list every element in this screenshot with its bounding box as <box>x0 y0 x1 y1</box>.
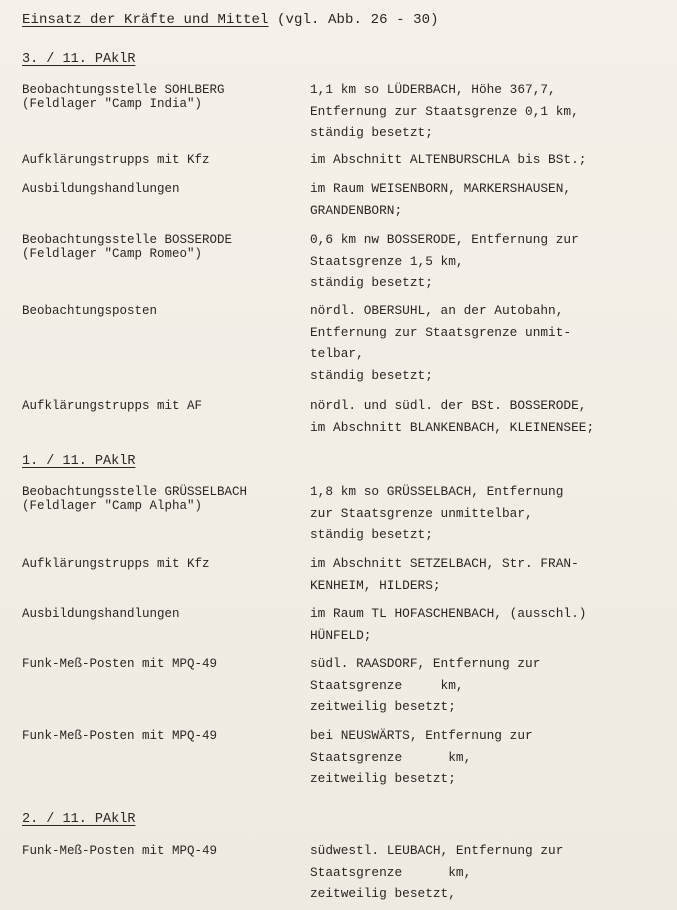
entry-label: Funk-Meß-Posten mit MPQ-49 <box>22 657 218 671</box>
entry-label: Ausbildungshandlungen <box>22 182 180 196</box>
entry-value: 0,6 km nw BOSSERODE, Entfernung zur Staatsgrenze 1,5 km, ständig besetzt; <box>310 232 579 290</box>
entry-label: Aufklärungstrupps mit Kfz <box>22 557 210 571</box>
entry-label: Funk-Meß-Posten mit MPQ-49 <box>22 844 218 858</box>
entry-value: nördl. OBERSUHL, an der Autobahn, Entfernung zur Staatsgrenze unmit- telbar, ständig besetzt; <box>310 303 572 383</box>
title-underlined: Einsatz der Kräfte und Mittel <box>22 12 269 28</box>
entry-label: Aufklärungstrupps mit AF <box>22 399 203 413</box>
entry-value: 1,8 km so GRÜSSELBACH, Entfernung zur Staatsgrenze unmittelbar, ständig besetzt; <box>310 484 564 542</box>
entry-value: südl. RAASDORF, Entfernung zur Staatsgrenze km, zeitweilig besetzt; <box>310 656 541 714</box>
entry-label: Beobachtungsstelle SOHLBERG (Feldlager "Camp India") <box>22 83 225 111</box>
document-title <box>22 12 439 28</box>
entry-value: im Raum WEISENBORN, MARKERSHAUSEN, GRANDENBORN; <box>310 181 572 218</box>
entry-value: 1,1 km so LÜDERBACH, Höhe 367,7, Entfernung zur Staatsgrenze 0,1 km, ständig besetzt; <box>310 82 579 140</box>
title-reference: (vgl. Abb. 26 - 30) <box>268 12 439 28</box>
entry-label: Ausbildungshandlungen <box>22 607 180 621</box>
section-heading: 3. / 11. PAklR <box>22 52 136 67</box>
entry-label: Aufklärungstrupps mit Kfz <box>22 153 210 167</box>
entry-value: bei NEUSWÄRTS, Entfernung zur Staatsgrenze km, zeitweilig besetzt; <box>310 728 533 786</box>
entry-value: im Abschnitt SETZELBACH, Str. FRAN- KENHEIM, HILDERS; <box>310 556 579 593</box>
entry-label: Funk-Meß-Posten mit MPQ-49 <box>22 729 218 743</box>
entry-label: Beobachtungsposten <box>22 304 158 318</box>
entry-value: südwestl. LEUBACH, Entfernung zur Staatsgrenze km, zeitweilig besetzt, <box>310 843 564 901</box>
section-heading: 1. / 11. PAklR <box>22 454 136 469</box>
entry-value: im Abschnitt ALTENBURSCHLA bis BSt.; <box>310 152 587 167</box>
entry-value: im Raum TL HOFASCHENBACH, (ausschl.) HÜNFELD; <box>310 606 587 643</box>
entry-label: Beobachtungsstelle GRÜSSELBACH (Feldlager "Camp Alpha") <box>22 485 248 513</box>
entry-label: Beobachtungsstelle BOSSERODE (Feldlager "Camp Romeo") <box>22 233 233 261</box>
section-heading: 2. / 11. PAklR <box>22 812 136 827</box>
entry-value: nördl. und südl. der BSt. BOSSERODE, im Abschnitt BLANKENBACH, KLEINENSEE; <box>310 398 595 435</box>
